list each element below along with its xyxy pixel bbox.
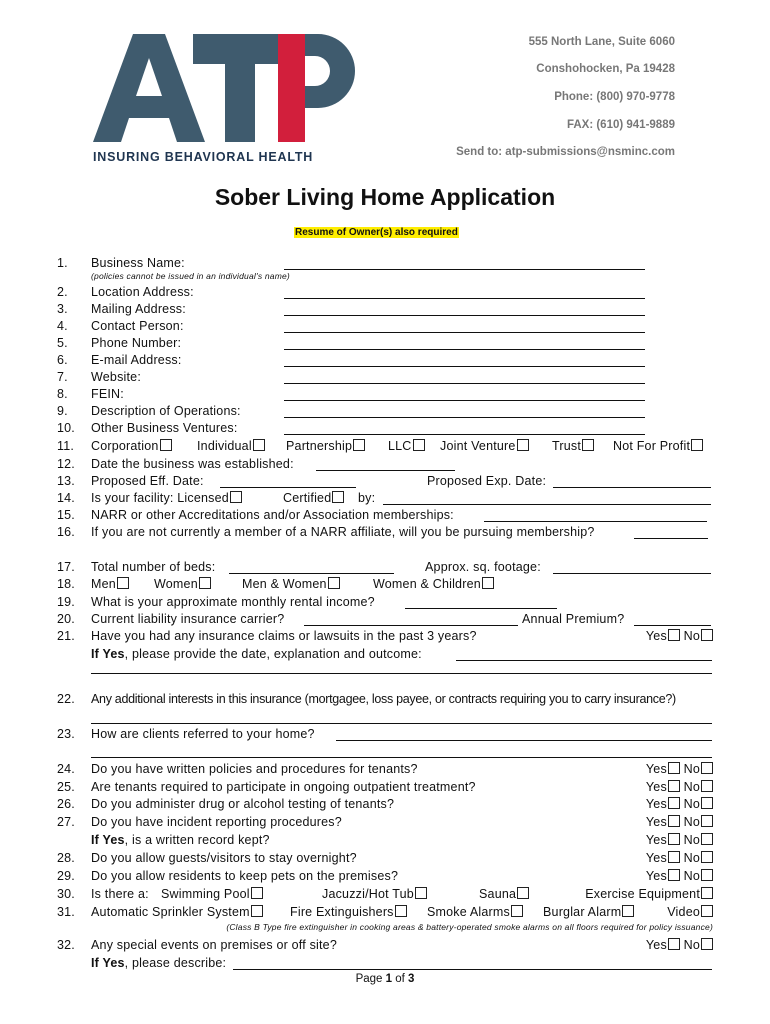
q25-no-checkbox[interactable] <box>701 780 713 792</box>
q19-row: 19. What is your approximate monthly rental income? <box>57 595 717 612</box>
logo-tagline: INSURING BEHAVIORAL HEALTH <box>93 150 314 164</box>
q12-row: 12. Date the business was established: <box>57 457 717 474</box>
sprinkler-checkbox[interactable] <box>251 905 263 917</box>
submission-email[interactable]: Send to: atp-submissions@nsminc.com <box>456 146 675 158</box>
q27-no-checkbox[interactable] <box>701 815 713 827</box>
q27b-no-checkbox[interactable] <box>701 833 713 845</box>
q24-row: 24. Do you have written policies and procedures for tenants? Yes No <box>57 762 717 779</box>
location-address-field[interactable] <box>284 285 645 299</box>
q11-row: 11. Corporation Individual Partnership LLC Joint Venture Trust Not For Profit <box>57 439 717 456</box>
smoke-alarms-checkbox[interactable] <box>511 905 523 917</box>
claims-explanation-field[interactable] <box>456 647 712 661</box>
q27b-yes-checkbox[interactable] <box>668 833 680 845</box>
fein-field[interactable] <box>284 387 645 401</box>
resume-note: Resume of Owner(s) also required <box>295 227 458 238</box>
q14-row: 14. Is your facility: Licensed Certified by: <box>57 491 717 508</box>
certified-checkbox[interactable] <box>332 491 344 503</box>
q31-row: 31. Automatic Sprinkler System Fire Extinguishers Smoke Alarms Burglar Alarm Video <box>57 905 717 922</box>
q29-row: 29. Do you allow residents to keep pets on the premises? Yes No <box>57 869 717 886</box>
phone-number: Phone: (800) 970-9778 <box>554 91 675 103</box>
trust-checkbox[interactable] <box>582 439 594 451</box>
q23-row: 23. How are clients referred to your home? <box>57 727 717 744</box>
narr-membership-field[interactable] <box>634 525 708 539</box>
joint-venture-checkbox[interactable] <box>517 439 529 451</box>
sq-footage-field[interactable] <box>553 560 711 574</box>
logo-red-bar <box>278 54 305 142</box>
q28-yes-checkbox[interactable] <box>668 851 680 863</box>
video-checkbox[interactable] <box>701 905 713 917</box>
q31-note: (Class B Type fire extinguisher in cooking areas & battery-operated smoke alarms on all floors required for policy issuance) <box>226 922 713 932</box>
contact-person-field[interactable] <box>284 319 645 333</box>
q4-row: 4. Contact Person: <box>57 319 717 336</box>
insurance-carrier-field[interactable] <box>304 612 518 626</box>
men-women-checkbox[interactable] <box>328 577 340 589</box>
other-ventures-field[interactable] <box>284 421 645 435</box>
q27-ifyes-row: If Yes, is a written record kept? Yes No <box>57 833 717 850</box>
q27-row: 27. Do you have incident reporting procedures? Yes No <box>57 815 717 832</box>
corporation-checkbox[interactable] <box>160 439 172 451</box>
q8-row: 8. FEIN: <box>57 387 717 404</box>
q17-row: 17. Total number of beds: Approx. sq. footage: <box>57 560 717 577</box>
rental-income-field[interactable] <box>405 595 557 609</box>
q10-row: 10. Other Business Ventures: <box>57 421 717 438</box>
proposed-exp-date-field[interactable] <box>553 474 711 488</box>
exercise-equipment-checkbox[interactable] <box>701 887 713 899</box>
llc-checkbox[interactable] <box>413 439 425 451</box>
q6-row: 6. E-mail Address: <box>57 353 717 370</box>
claims-explanation-line-2[interactable] <box>91 660 712 674</box>
q21-row: 21. Have you had any insurance claims or lawsuits in the past 3 years? Yes No <box>57 629 717 646</box>
q15-row: 15. NARR or other Accreditations and/or Association memberships: <box>57 508 717 525</box>
logo-letter-t-stem <box>225 34 255 142</box>
annual-premium-field[interactable] <box>634 612 711 626</box>
q32-no-checkbox[interactable] <box>701 938 713 950</box>
description-field[interactable] <box>284 404 645 418</box>
q25-yes-checkbox[interactable] <box>668 780 680 792</box>
individual-checkbox[interactable] <box>253 439 265 451</box>
q22-row: 22. Any additional interests in this insurance (mortgagee, loss payee, or contracts requiring you to carry insurance?) <box>57 692 676 706</box>
jacuzzi-checkbox[interactable] <box>415 887 427 899</box>
special-events-field[interactable] <box>233 956 712 970</box>
page-indicator: Page 1 of 3 <box>355 973 415 985</box>
q7-row: 7. Website: <box>57 370 717 387</box>
q30-row: 30. Is there a: Swimming Pool Jacuzzi/Hot Tub Sauna Exercise Equipment <box>57 887 717 904</box>
q32-ifyes-row: If Yes, please describe: <box>57 956 717 973</box>
certified-by-field[interactable] <box>383 491 711 505</box>
q32-row: 32. Any special events on premises or off site? Yes No <box>57 938 717 955</box>
q28-no-checkbox[interactable] <box>701 851 713 863</box>
client-referral-field[interactable] <box>336 727 712 741</box>
established-date-field[interactable] <box>316 457 455 471</box>
phone-number-field[interactable] <box>284 336 645 350</box>
burglar-alarm-checkbox[interactable] <box>622 905 634 917</box>
q1-label: Business Name: <box>91 256 185 270</box>
q9-row: 9. Description of Operations: <box>57 404 717 421</box>
additional-interests-field[interactable] <box>91 710 712 724</box>
q29-yes-checkbox[interactable] <box>668 869 680 881</box>
address-line-2: Conshohocken, Pa 19428 <box>536 63 675 75</box>
men-checkbox[interactable] <box>117 577 129 589</box>
accreditations-field[interactable] <box>484 508 707 522</box>
beds-field[interactable] <box>229 560 394 574</box>
licensed-checkbox[interactable] <box>230 491 242 503</box>
address-line-1: 555 North Lane, Suite 6060 <box>528 36 675 48</box>
q32-yes-checkbox[interactable] <box>668 938 680 950</box>
women-checkbox[interactable] <box>199 577 211 589</box>
atp-logo <box>93 34 355 142</box>
q1-sub: (policies cannot be issued in an individual's name) <box>91 271 290 281</box>
fire-extinguishers-checkbox[interactable] <box>395 905 407 917</box>
page-title: Sober Living Home Application <box>214 184 556 210</box>
business-name-field[interactable] <box>284 256 645 270</box>
q5-row: 5. Phone Number: <box>57 336 717 353</box>
q27-yes-checkbox[interactable] <box>668 815 680 827</box>
q28-row: 28. Do you allow guests/visitors to stay overnight? Yes No <box>57 851 717 868</box>
fax-number: FAX: (610) 941-9889 <box>566 119 675 131</box>
mailing-address-field[interactable] <box>284 302 645 316</box>
q16-row: 16. If you are not currently a member of a NARR affiliate, will you be pursuing membership? <box>57 525 717 542</box>
q24-yes-checkbox[interactable] <box>668 762 680 774</box>
q21-no-checkbox[interactable] <box>701 629 713 641</box>
client-referral-line-2[interactable] <box>91 744 712 758</box>
q29-no-checkbox[interactable] <box>701 869 713 881</box>
q26-yes-checkbox[interactable] <box>668 797 680 809</box>
women-children-checkbox[interactable] <box>482 577 494 589</box>
q20-row: 20. Current liability insurance carrier? Annual Premium? <box>57 612 717 629</box>
q24-no-checkbox[interactable] <box>701 762 713 774</box>
website-field[interactable] <box>284 370 645 384</box>
q13-row: 13. Proposed Eff. Date: Proposed Exp. Date: <box>57 474 717 491</box>
q21-yes-checkbox[interactable] <box>668 629 680 641</box>
proposed-eff-date-field[interactable] <box>220 474 356 488</box>
email-field[interactable] <box>284 353 645 367</box>
q2-row: 2. Location Address: <box>57 285 717 302</box>
q1-row: 1. Business Name: <box>57 256 717 273</box>
q21-ifyes-row: If Yes, please provide the date, explanation and outcome: <box>57 647 717 664</box>
swimming-pool-checkbox[interactable] <box>251 887 263 899</box>
sauna-checkbox[interactable] <box>517 887 529 899</box>
q25-row: 25. Are tenants required to participate in ongoing outpatient treatment? Yes No <box>57 780 717 797</box>
partnership-checkbox[interactable] <box>353 439 365 451</box>
not-for-profit-checkbox[interactable] <box>691 439 703 451</box>
q18-row: 18. Men Women Men & Women Women & Children <box>57 577 717 594</box>
q26-no-checkbox[interactable] <box>701 797 713 809</box>
q3-row: 3. Mailing Address: <box>57 302 717 319</box>
q26-row: 26. Do you administer drug or alcohol testing of tenants? Yes No <box>57 797 717 814</box>
